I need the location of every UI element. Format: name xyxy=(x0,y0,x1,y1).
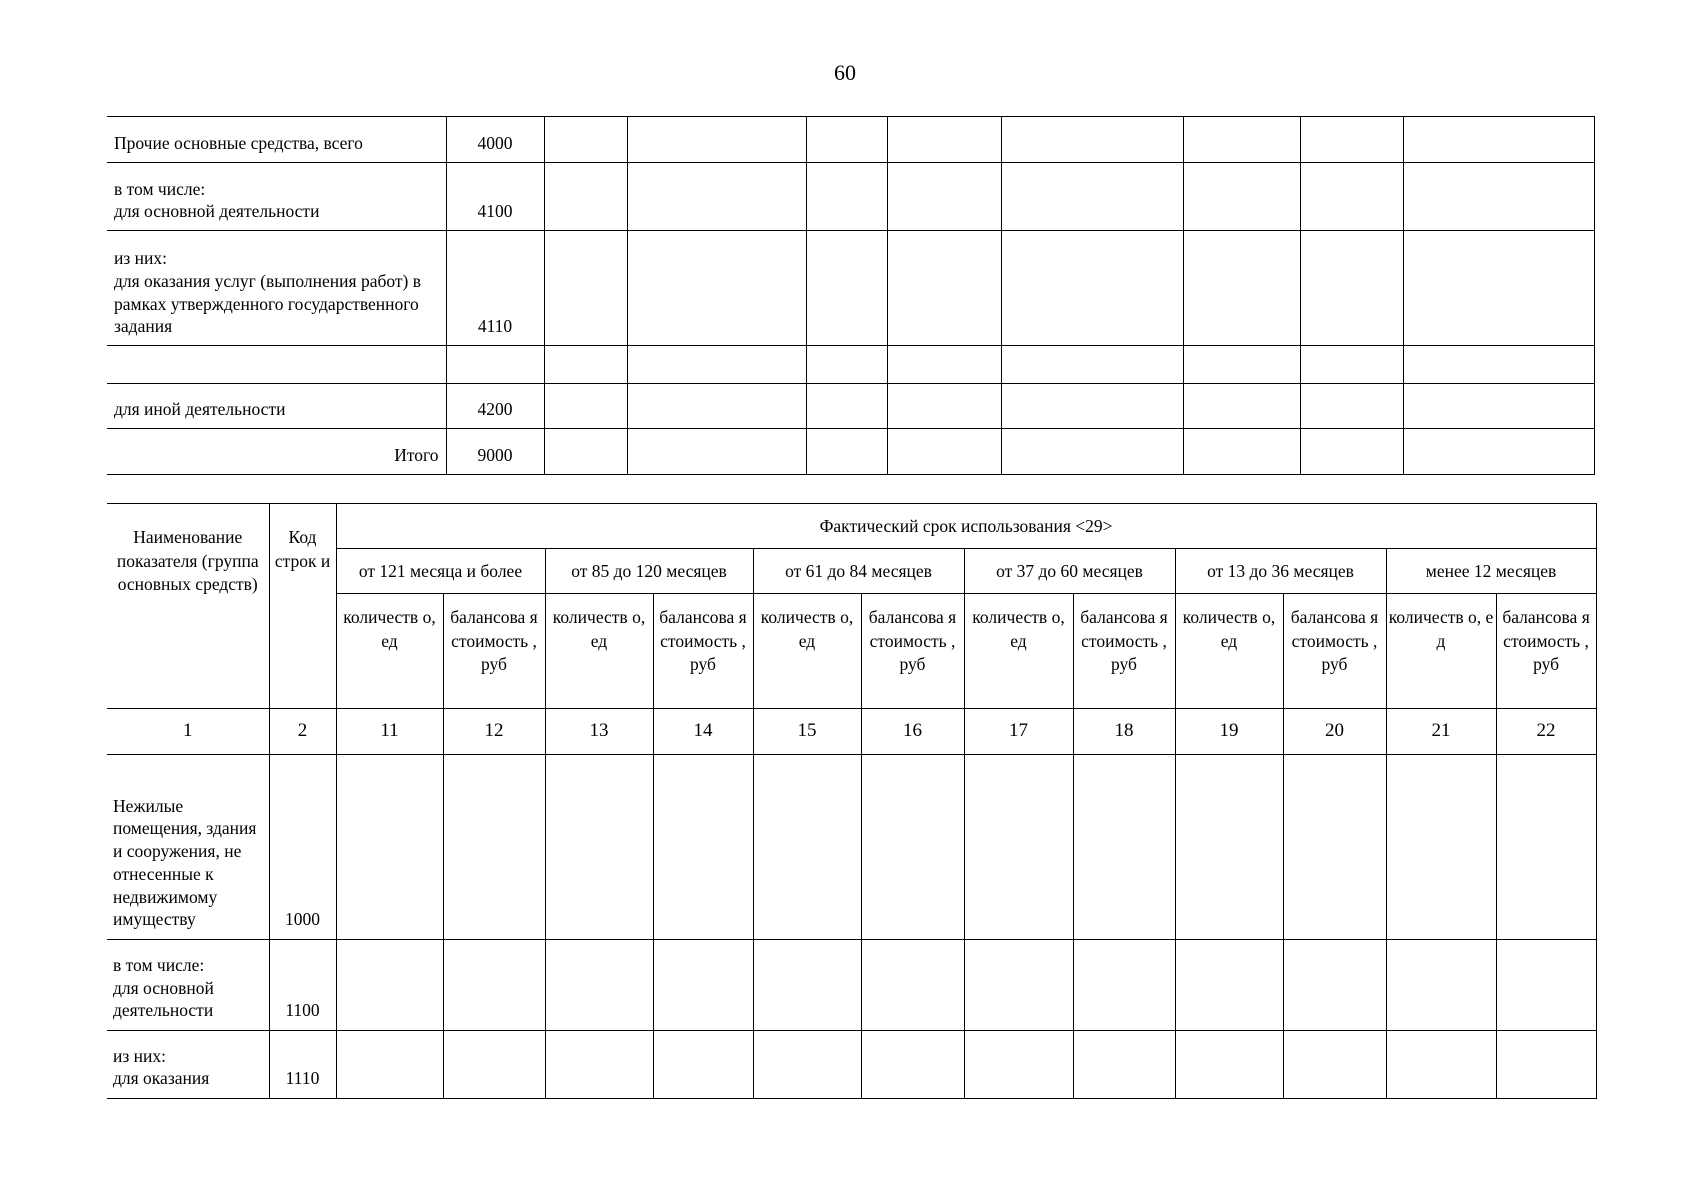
table-row xyxy=(107,940,1596,1031)
value-cell xyxy=(1183,346,1300,384)
row-code: 4000 xyxy=(446,117,544,163)
top-row xyxy=(107,384,1594,429)
quantity-header: количеств о, ед xyxy=(545,594,653,709)
value-cell xyxy=(806,231,887,346)
value-cell xyxy=(443,1031,545,1099)
value-cell xyxy=(443,940,545,1031)
value-cell xyxy=(336,755,443,940)
value-header: балансова я стоимость , руб xyxy=(1496,594,1596,709)
period-header: менее 12 месяцев xyxy=(1386,549,1596,594)
row-label: в том числе: для основной деятельности xyxy=(107,163,446,231)
value-cell xyxy=(1183,231,1300,346)
row-code: 4200 xyxy=(446,384,544,429)
column-number: 14 xyxy=(653,709,753,755)
header-name: Наименование показателя (группа основных средств) xyxy=(107,504,269,709)
value-cell xyxy=(1496,1031,1596,1099)
row-label: Итого xyxy=(107,429,446,475)
value-cell xyxy=(887,117,1001,163)
top-row xyxy=(107,117,1594,163)
value-cell xyxy=(1001,429,1183,475)
top-row xyxy=(107,429,1594,475)
row-label: Нежилые помещения, здания и сооружения, не отнесенные к недвижимому имуществу xyxy=(107,755,269,940)
value-cell xyxy=(545,940,653,1031)
value-cell xyxy=(1300,346,1403,384)
value-cell xyxy=(753,1031,861,1099)
value-cell xyxy=(806,384,887,429)
value-cell xyxy=(627,384,806,429)
value-cell xyxy=(1283,940,1386,1031)
quantity-header: количеств о, ед xyxy=(964,594,1073,709)
value-cell xyxy=(1386,1031,1496,1099)
value-cell xyxy=(1300,163,1403,231)
period-header: от 61 до 84 месяцев xyxy=(753,549,964,594)
value-cell xyxy=(1183,163,1300,231)
value-cell xyxy=(1300,117,1403,163)
row-code: 1000 xyxy=(269,755,336,940)
value-cell xyxy=(336,940,443,1031)
column-number: 1 xyxy=(107,709,269,755)
value-cell xyxy=(653,755,753,940)
column-number: 20 xyxy=(1283,709,1386,755)
value-cell xyxy=(1001,163,1183,231)
value-cell xyxy=(887,231,1001,346)
top-row xyxy=(107,231,1594,346)
value-cell xyxy=(1403,346,1594,384)
value-cell xyxy=(861,940,964,1031)
value-cell xyxy=(887,163,1001,231)
value-cell xyxy=(627,346,806,384)
value-cell xyxy=(1175,755,1283,940)
value-cell xyxy=(1496,755,1596,940)
row-label: из них: для оказания xyxy=(107,1031,269,1099)
row-code: 4100 xyxy=(446,163,544,231)
value-header: балансова я стоимость , руб xyxy=(1283,594,1386,709)
quantity-header: количеств о, ед xyxy=(336,594,443,709)
quantity-header: количеств о, ед xyxy=(1386,594,1496,709)
value-cell xyxy=(627,117,806,163)
row-label xyxy=(107,346,446,384)
top-row xyxy=(107,346,1594,384)
value-cell xyxy=(1496,940,1596,1031)
value-cell xyxy=(1073,940,1175,1031)
value-cell xyxy=(753,755,861,940)
value-cell xyxy=(1283,1031,1386,1099)
page-number: 60 xyxy=(834,60,856,85)
value-cell xyxy=(545,1031,653,1099)
bottom-table xyxy=(107,503,1597,1099)
column-number: 17 xyxy=(964,709,1073,755)
row-label: из них: для оказания услуг (выполнения работ) в рамках утвержденного государственного задания xyxy=(107,231,446,346)
value-cell xyxy=(544,163,627,231)
value-cell xyxy=(653,940,753,1031)
top-table xyxy=(107,116,1595,475)
period-header: от 13 до 36 месяцев xyxy=(1175,549,1386,594)
value-cell xyxy=(443,755,545,940)
value-cell xyxy=(1001,384,1183,429)
value-cell xyxy=(1001,231,1183,346)
value-cell xyxy=(1403,231,1594,346)
value-cell xyxy=(627,429,806,475)
value-cell xyxy=(1300,429,1403,475)
value-cell xyxy=(887,429,1001,475)
value-header: балансова я стоимость , руб xyxy=(1073,594,1175,709)
value-cell xyxy=(544,117,627,163)
value-cell xyxy=(627,163,806,231)
header-group: Фактический срок использования <29> xyxy=(336,504,1596,549)
column-number: 18 xyxy=(1073,709,1175,755)
value-cell xyxy=(1001,346,1183,384)
row-code: 4110 xyxy=(446,231,544,346)
top-row xyxy=(107,163,1594,231)
value-cell xyxy=(544,384,627,429)
value-cell xyxy=(336,1031,443,1099)
value-cell xyxy=(806,429,887,475)
value-cell xyxy=(544,346,627,384)
table-row xyxy=(107,755,1596,940)
column-number: 12 xyxy=(443,709,545,755)
value-cell xyxy=(545,755,653,940)
column-number: 2 xyxy=(269,709,336,755)
column-number: 13 xyxy=(545,709,653,755)
column-number: 15 xyxy=(753,709,861,755)
quantity-header: количеств о, ед xyxy=(753,594,861,709)
value-cell xyxy=(1300,231,1403,346)
value-cell xyxy=(1073,1031,1175,1099)
value-cell xyxy=(544,231,627,346)
value-cell xyxy=(1403,429,1594,475)
row-code: 9000 xyxy=(446,429,544,475)
column-number: 21 xyxy=(1386,709,1496,755)
column-number: 16 xyxy=(861,709,964,755)
value-cell xyxy=(1175,1031,1283,1099)
value-cell xyxy=(1403,384,1594,429)
row-label: Прочие основные средства, всего xyxy=(107,117,446,163)
value-cell xyxy=(887,346,1001,384)
row-code: 1100 xyxy=(269,940,336,1031)
row-label: в том числе: для основной деятельности xyxy=(107,940,269,1031)
column-number: 22 xyxy=(1496,709,1596,755)
value-cell xyxy=(1386,940,1496,1031)
value-cell xyxy=(1183,117,1300,163)
value-cell xyxy=(806,163,887,231)
value-cell xyxy=(1073,755,1175,940)
value-cell xyxy=(964,1031,1073,1099)
value-header: балансова я стоимость , руб xyxy=(653,594,753,709)
header-code: Код строк и xyxy=(269,504,336,709)
row-label: для иной деятельности xyxy=(107,384,446,429)
value-cell xyxy=(806,346,887,384)
value-cell xyxy=(1283,755,1386,940)
value-cell xyxy=(1386,755,1496,940)
value-cell xyxy=(806,117,887,163)
value-cell xyxy=(861,1031,964,1099)
value-cell xyxy=(1403,163,1594,231)
value-cell xyxy=(1001,117,1183,163)
table-row xyxy=(107,1031,1596,1099)
value-cell xyxy=(964,755,1073,940)
row-code: 1110 xyxy=(269,1031,336,1099)
period-header: от 121 месяца и более xyxy=(336,549,545,594)
value-cell xyxy=(1403,117,1594,163)
value-cell xyxy=(544,429,627,475)
value-cell xyxy=(1183,429,1300,475)
value-cell xyxy=(1300,384,1403,429)
quantity-header: количеств о, ед xyxy=(1175,594,1283,709)
value-cell xyxy=(627,231,806,346)
value-cell xyxy=(653,1031,753,1099)
value-cell xyxy=(1183,384,1300,429)
value-cell xyxy=(753,940,861,1031)
value-cell xyxy=(887,384,1001,429)
column-number: 19 xyxy=(1175,709,1283,755)
value-header: балансова я стоимость , руб xyxy=(861,594,964,709)
value-cell xyxy=(1175,940,1283,1031)
column-number: 11 xyxy=(336,709,443,755)
value-header: балансова я стоимость , руб xyxy=(443,594,545,709)
period-header: от 37 до 60 месяцев xyxy=(964,549,1175,594)
period-header: от 85 до 120 месяцев xyxy=(545,549,753,594)
value-cell xyxy=(964,940,1073,1031)
row-code xyxy=(446,346,544,384)
value-cell xyxy=(861,755,964,940)
